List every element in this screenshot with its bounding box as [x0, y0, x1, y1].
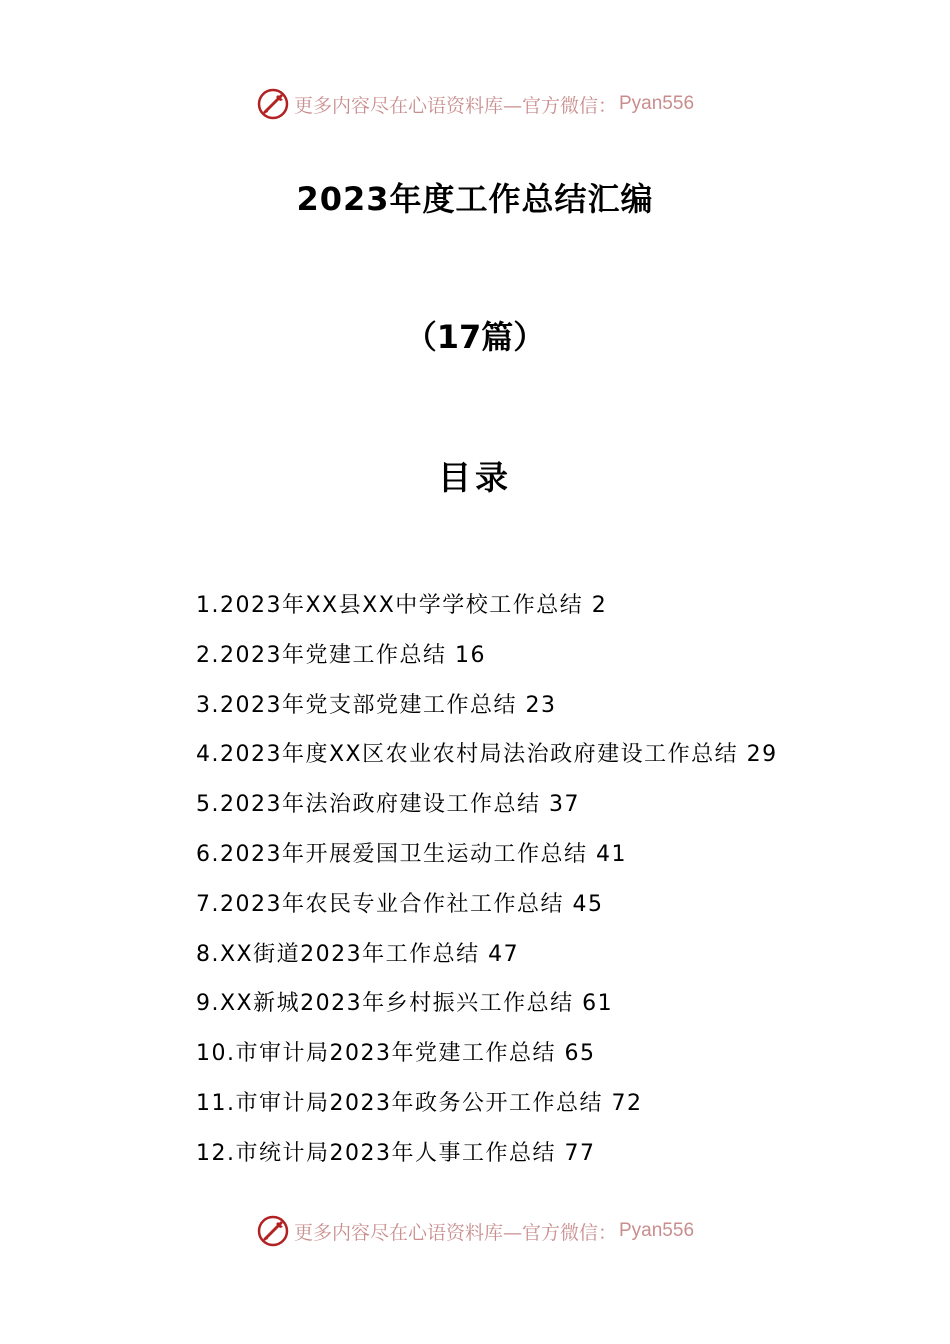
toc-item[interactable]: 6.2023年开展爱国卫生运动工作总结 41 [196, 841, 627, 867]
watermark-text: 更多内容尽在心语资料库—官方微信： [293, 1221, 617, 1244]
toc-item[interactable]: 10.市审计局2023年党建工作总结 65 [196, 1041, 596, 1067]
toc-item[interactable]: 5.2023年法治政府建设工作总结 37 [196, 792, 580, 818]
toc-item[interactable]: 7.2023年农民专业合作社工作总结 45 [196, 891, 604, 917]
watermark-text: 更多内容尽在心语资料库—官方微信： [293, 94, 617, 117]
pen-logo-icon [256, 87, 290, 121]
table-of-contents [196, 586, 916, 1184]
toc-heading: 目录 [438, 458, 512, 497]
document-title: 2023年度工作总结汇编 [296, 180, 654, 218]
toc-item[interactable]: 2.2023年党建工作总结 16 [196, 642, 486, 668]
toc-item[interactable]: 3.2023年党支部党建工作总结 23 [196, 692, 557, 718]
toc-item[interactable]: 11.市审计局2023年政务公开工作总结 72 [196, 1090, 643, 1116]
toc-item[interactable]: 1.2023年XX县XX中学学校工作总结 2 [196, 593, 608, 618]
document-subtitle: （17篇） [404, 318, 546, 356]
watermark-wechat-id: Pyan556 [619, 1220, 695, 1241]
toc-item[interactable]: 8.XX街道2023年工作总结 47 [196, 941, 520, 967]
footer-watermark [0, 1211, 950, 1251]
toc-item[interactable]: 4.2023年度XX区农业农村局法治政府建设工作总结 29 [196, 742, 778, 768]
toc-item[interactable]: 12.市统计局2023年人事工作总结 77 [196, 1140, 596, 1166]
pen-logo-icon [256, 1214, 290, 1248]
toc-item[interactable]: 9.XX新城2023年乡村振兴工作总结 61 [196, 991, 614, 1017]
watermark-wechat-id: Pyan556 [619, 93, 695, 114]
header-watermark [0, 84, 950, 124]
